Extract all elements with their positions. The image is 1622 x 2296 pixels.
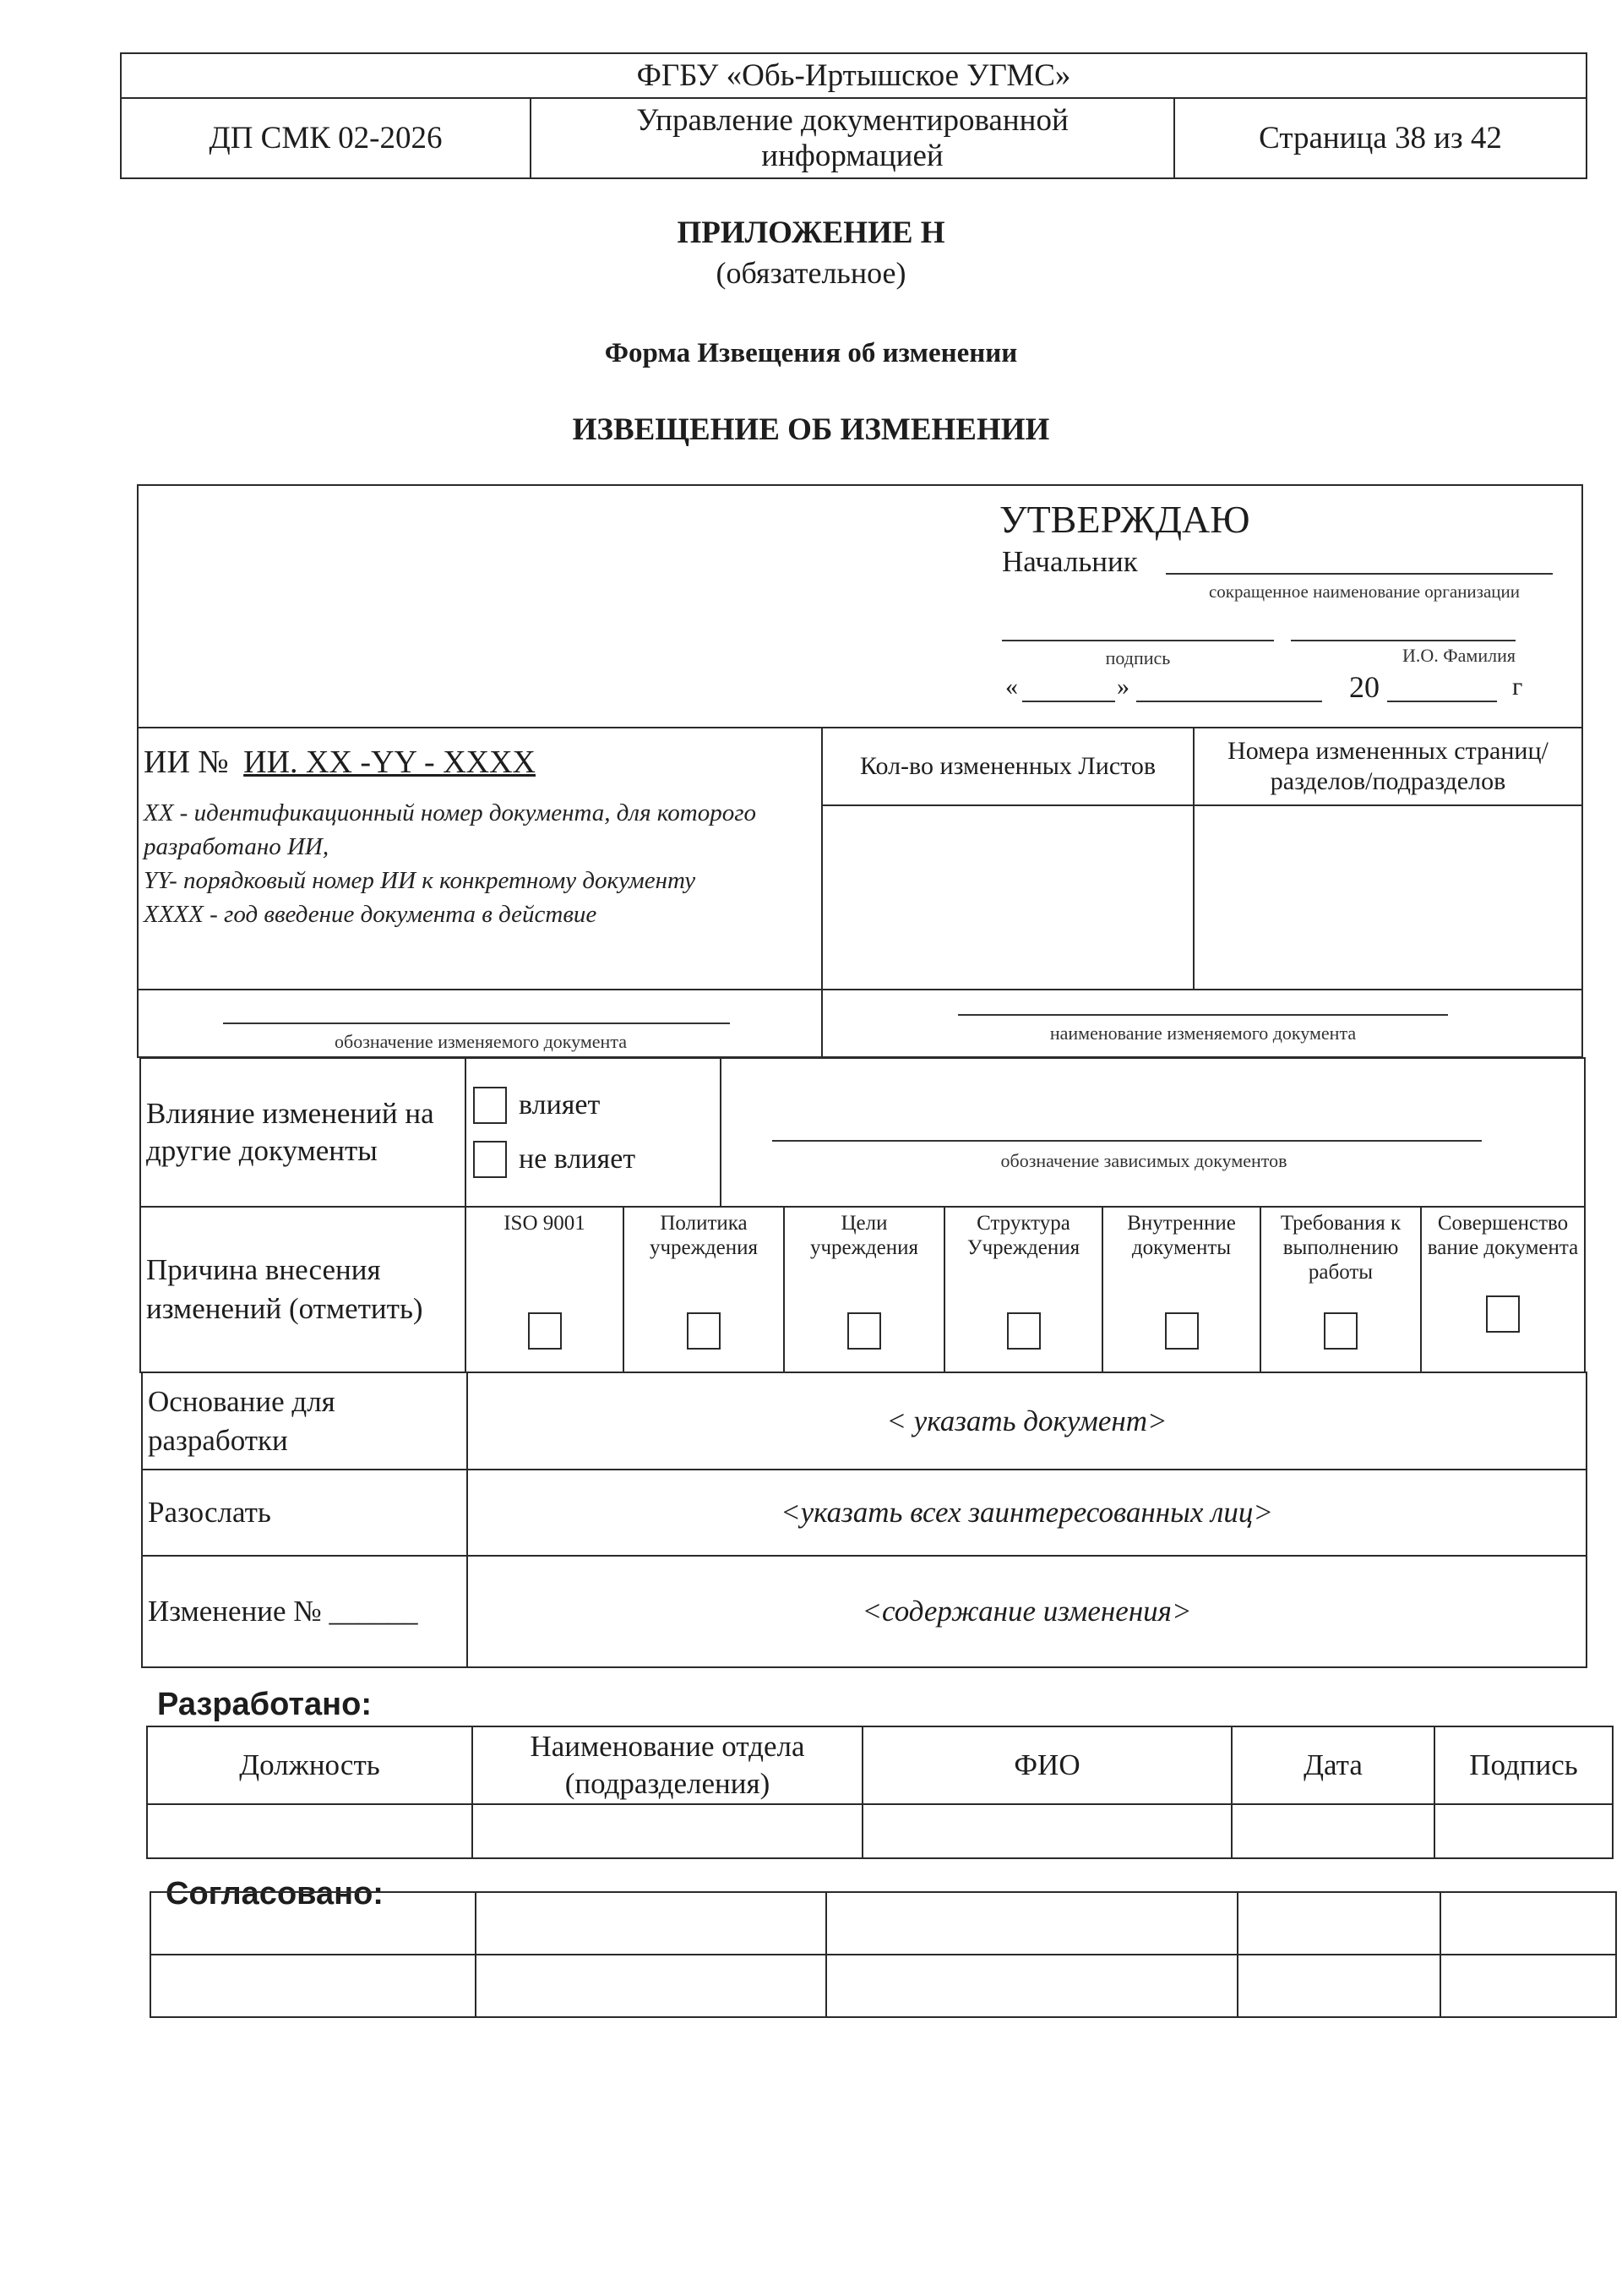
iso-checkbox[interactable] <box>528 1312 562 1350</box>
doc-title: Управление документированной информацией <box>531 98 1174 178</box>
basis-table <box>141 1372 1587 1668</box>
header-table <box>120 52 1587 179</box>
appendix-title: ПРИЛОЖЕНИЕ Н <box>677 215 945 250</box>
doc-name-cell[interactable] <box>822 990 1582 1057</box>
org-name: ФГБУ «Обь-Иртышское УГМС» <box>121 53 1587 98</box>
policy-checkbox[interactable] <box>687 1312 721 1350</box>
requirements-checkbox[interactable] <box>1324 1312 1358 1350</box>
name-caption: И.О. Фамилия <box>1402 645 1516 666</box>
developed-table <box>146 1726 1614 1859</box>
internal-docs-checkbox[interactable] <box>1165 1312 1199 1350</box>
date-year-line[interactable] <box>1387 701 1497 702</box>
basis-value[interactable]: < указать документ> <box>467 1372 1587 1470</box>
developed-col-department: Наименование отдела (подразделения) <box>472 1726 863 1804</box>
goals-checkbox[interactable] <box>847 1312 881 1350</box>
page-number: Страница 38 из 42 <box>1174 98 1587 178</box>
change-table <box>139 1057 1586 1208</box>
ii-cell <box>138 728 822 990</box>
sheets-value[interactable] <box>822 805 1194 990</box>
developed-col-position: Должность <box>147 1726 472 1804</box>
structure-checkbox[interactable] <box>1007 1312 1041 1350</box>
developed-col-date: Дата <box>1232 1726 1434 1804</box>
doc-code: ДП СМК 02-2026 <box>121 98 531 178</box>
reason-table <box>139 1206 1586 1373</box>
change-label: Изменение № ______ <box>142 1556 467 1667</box>
appendix-subtitle: (обязательное) <box>716 256 906 290</box>
org-line[interactable] <box>1166 573 1553 575</box>
reason-option-goals: Цели учреждения <box>784 1207 944 1372</box>
form-title: Форма Извещения об изменении <box>604 338 1018 368</box>
ii-line1: XX - идентификационный номер документа, для которого разработано ИИ, <box>144 799 757 860</box>
sheets-header: Кол-во измененных Листов <box>822 728 1194 805</box>
reason-option-structure: Структура Учреждения <box>944 1207 1102 1372</box>
agreed-table <box>150 1891 1617 2018</box>
date-month-line[interactable] <box>1136 701 1322 702</box>
date-quote-close: » <box>1117 673 1129 701</box>
ii-line3: XXXX - год введение документа в действие <box>144 901 597 928</box>
developed-title: Разработано: <box>157 1687 372 1722</box>
pages-value[interactable] <box>1194 805 1582 990</box>
dependent-docs-caption: обозначение зависимых документов <box>1000 1150 1287 1171</box>
ii-table <box>137 727 1583 1058</box>
name-line[interactable] <box>1291 640 1516 641</box>
affects-label: влияет <box>519 1089 601 1121</box>
date-day-line[interactable] <box>1022 701 1115 702</box>
agreed-title: Согласовано: <box>166 1876 384 1912</box>
reason-option-policy: Политика учреждения <box>623 1207 784 1372</box>
send-label: Разослать <box>142 1470 467 1556</box>
doc-name-caption: наименование изменяемого документа <box>1049 1023 1357 1044</box>
sign-caption: подпись <box>1105 647 1171 668</box>
send-value[interactable]: <указать всех заинтересованных лиц> <box>467 1470 1587 1556</box>
ii-number[interactable]: ИИ. XX -YY - XXXX <box>243 744 536 780</box>
basis-label: Основание для разработки <box>142 1372 467 1470</box>
sign-line[interactable] <box>1002 640 1274 641</box>
date-year-prefix: 20 <box>1349 670 1380 704</box>
developed-col-name: ФИО <box>863 1726 1232 1804</box>
developed-row <box>147 1804 1613 1858</box>
reason-option-requirements: Требования к выполнению работы <box>1260 1207 1421 1372</box>
agreed-row <box>150 1892 1616 1955</box>
dependent-docs-cell[interactable] <box>721 1058 1585 1207</box>
org-caption: сокращенное наименование организации <box>1208 581 1521 602</box>
developed-col-signature: Подпись <box>1434 1726 1613 1804</box>
pages-header: Номера измененных страниц/разделов/подразделов <box>1194 728 1582 805</box>
not-affects-checkbox[interactable] <box>473 1141 507 1178</box>
reason-option-internal: Внутренние документы <box>1102 1207 1260 1372</box>
doc-designation-caption: обозначение изменяемого документа <box>335 1031 627 1052</box>
influence-options <box>465 1058 721 1207</box>
ii-label: ИИ № <box>144 744 229 780</box>
reason-label: Причина внесения изменений (отметить) <box>140 1207 465 1372</box>
date-year-suffix: г <box>1512 673 1523 701</box>
agreed-row <box>150 1955 1616 2017</box>
date-quote-open: « <box>1005 673 1018 701</box>
ii-line2: YY- порядковый номер ИИ к конкретному документу <box>144 867 696 894</box>
notice-title: ИЗВЕЩЕНИЕ ОБ ИЗМЕНЕНИИ <box>572 412 1050 447</box>
change-value[interactable]: <содержание изменения> <box>467 1556 1587 1667</box>
reason-option-improvement: Совершенство вание документа <box>1421 1207 1585 1372</box>
affects-checkbox[interactable] <box>473 1087 507 1124</box>
approve-title: УТВЕРЖДАЮ <box>999 498 1250 541</box>
doc-designation-cell[interactable] <box>138 990 822 1057</box>
influence-label: Влияние изменений на другие документы <box>140 1058 465 1207</box>
improvement-checkbox[interactable] <box>1486 1295 1520 1333</box>
approve-head: Начальник <box>1002 545 1138 578</box>
not-affects-label: не влияет <box>519 1143 636 1175</box>
reason-option-iso: ISO 9001 <box>465 1207 623 1372</box>
